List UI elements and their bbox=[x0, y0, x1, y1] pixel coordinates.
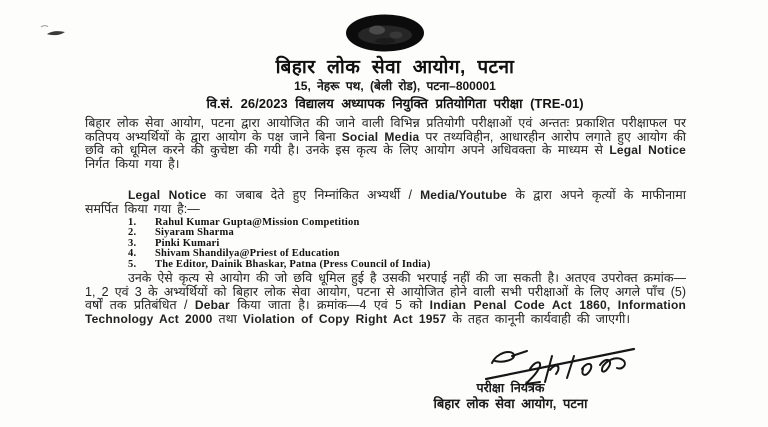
list-item-number: 1. bbox=[128, 217, 137, 228]
list-item-text: Rahul Kumar Gupta@Mission Competition bbox=[155, 217, 360, 228]
english-bold-run: Legal Notice bbox=[609, 143, 686, 158]
paragraph-punishment bbox=[85, 272, 686, 326]
subject-line: वि.सं. 26/2023 विद्यालय अध्यापक नियुक्ति प्रतियोगिता परीक्षा (TRE-01) bbox=[206, 96, 584, 111]
hindi-text-run: के तहत कानूनी कार्यवाही की जाएगी। bbox=[446, 311, 631, 326]
list-item-number: 4. bbox=[128, 248, 137, 260]
signatory-title: परीक्षा नियंत्रक bbox=[476, 381, 545, 395]
list-item-number: 5. bbox=[128, 258, 137, 270]
hindi-text-run: बिहार लोक सेवा आयोग, पटना द्वारा आयोजित की जाने वाली विभिन्न प्रतियोगी परीक्षाओं एवं अन्ततः प्रकाशित परीक्षाफल पर कतिपय अभ्यर्थियों के द्वारा आयोग के पक्ष जाने बिना bbox=[85, 116, 686, 144]
hindi-text-run: का जबाब देते हुए निम्नांकित अभ्यर्थी / bbox=[206, 188, 421, 202]
hindi-text-run: के द्वारा अपने कृत्यों के माफीनामा समर्पित किया गया है:— bbox=[85, 188, 687, 216]
list-item bbox=[128, 260, 688, 270]
hindi-text-run: उनके ऐसे कृत्य से आयोग की जो छवि धूमिल हुई है उसकी भरपाई नहीं की जा सकती है। अतएव उपरोक्त क्रमांक—1, 2 एवं 3 के अभ्यर्थियों को बिहार लोक सेवा आयोग, पटना से आयोजित होने वाली सभी परीक्षाओं के लिए अगले पाँच (5) वर्षों तक प्रतिबंधित / bbox=[85, 271, 686, 313]
english-bold-run: Indian Penal Code Act 1860, Information Technology Act 2000 bbox=[85, 298, 687, 326]
apology-list bbox=[128, 218, 688, 270]
hindi-text-run: किया जाता है। क्रमांक—4 एवं 5 को bbox=[229, 298, 430, 313]
org-seal-logo bbox=[345, 14, 425, 52]
list-item-text: Siyaram Sharma bbox=[155, 227, 234, 239]
english-bold-run: Media/Youtube bbox=[420, 188, 508, 202]
hindi-text-run: पर तथ्यविहीन, आधारहीन आरोप लगाते हुए आयोग की छवि को धूमिल करने की कुचेष्टा की गयी है। उनके इस कृत्य के लिए आयोग अपने अधिवक्ता के माध्यम से bbox=[85, 129, 687, 158]
paragraph-apology-intro bbox=[85, 189, 686, 216]
english-bold-run: Legal Notice bbox=[128, 188, 207, 202]
list-item-text: Pinki Kumari bbox=[155, 237, 220, 249]
hindi-text-run: तथा bbox=[212, 311, 243, 326]
signatory-org: बिहार लोक सेवा आयोग, पटना bbox=[433, 396, 588, 411]
list-item bbox=[128, 249, 688, 259]
english-bold-run: Social Media bbox=[341, 129, 420, 144]
hindi-text-run: निर्गत किया गया है। bbox=[85, 156, 180, 171]
english-bold-run: Violation of Copy Right Act 1957 bbox=[242, 311, 447, 326]
english-bold-run: Debar bbox=[194, 298, 230, 313]
list-item-number: 2. bbox=[128, 227, 137, 239]
list-item-number: 3. bbox=[128, 237, 137, 249]
list-item-text: The Editor, Dainik Bhaskar, Patna (Press Council of India) bbox=[155, 258, 431, 270]
list-item-text: Shivam Shandilya@Priest of Education bbox=[155, 248, 340, 260]
org-address: 15, नेहरू पथ, (बेली रोड), पटना–800001 bbox=[294, 79, 496, 93]
org-name-heading: बिहार लोक सेवा आयोग, पटना bbox=[275, 57, 515, 78]
scan-smudge-artifact bbox=[38, 23, 72, 41]
paragraph-allegations bbox=[85, 117, 686, 171]
